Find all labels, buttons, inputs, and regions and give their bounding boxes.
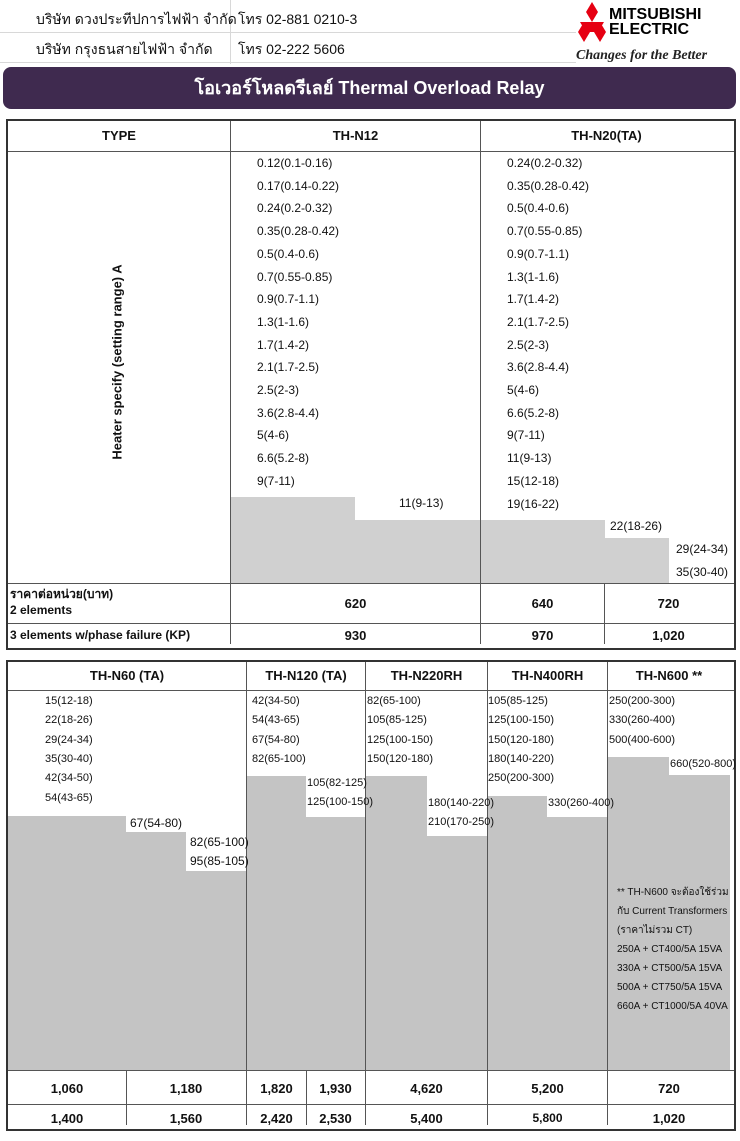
brand-tagline: Changes for the Better — [576, 48, 708, 63]
th-n20-range-item: 0.5(0.4-0.6) — [507, 201, 570, 216]
th-n20-range-item: 15(12-18) — [507, 473, 560, 488]
th-n20-range-item: 2.5(2-3) — [507, 337, 550, 352]
shade-region — [427, 836, 487, 1070]
th-n600-note-line: 250A + CT400/5A 15VA — [617, 944, 723, 955]
th-n12-range-item: 0.7(0.55-0.85) — [257, 269, 333, 284]
th-n220-extra-1: 180(140-220) — [428, 797, 495, 809]
th-n12-range-item: 0.5(0.4-0.6) — [257, 246, 320, 261]
th-n60-header: TH-N60 (TA) — [89, 668, 165, 683]
shade-region — [488, 796, 547, 1070]
th-n220-price-3e: 5,400 — [410, 1111, 443, 1126]
th-n12-range-item: 3.6(2.8-4.4) — [257, 405, 320, 420]
th-n120-header: TH-N120 (TA) — [265, 668, 347, 683]
th-n12-range-item: 6.6(5.2-8) — [257, 451, 310, 466]
th-n60-extra-3: 95(85-105) — [190, 854, 249, 868]
th-n60-range-item: 42(34-50) — [45, 772, 93, 785]
th-n600-range-item: 250(200-300) — [609, 695, 676, 707]
three-diamonds-icon — [576, 2, 608, 44]
price-label: ราคาต่อหน่วย(บาท) — [10, 587, 114, 601]
th-n20-range-item: 0.9(0.7-1.1) — [507, 246, 570, 261]
th-n120-range-item: 67(54-80) — [252, 733, 300, 746]
th-n12-range-item: 1.7(1.4-2) — [257, 337, 310, 352]
th-n600-price-2e: 720 — [658, 1081, 680, 1096]
th-n60-range-item: 54(43-65) — [45, 791, 93, 804]
th-n400-range-item: 125(100-150) — [488, 714, 555, 727]
th-n20-range-item: 9(7-11) — [507, 428, 545, 443]
th-n20-range-item: 2.1(1.7-2.5) — [507, 314, 570, 329]
th-n20-extra-range-3: 35(30-40) — [676, 565, 729, 579]
th-n60-extra-2: 82(65-100) — [190, 835, 249, 849]
company-name-2: บริษัท กรุงธนสายไฟฟ้า จำกัด — [36, 41, 213, 57]
th-n20-range-item: 1.3(1-1.6) — [507, 269, 560, 284]
th-n120-price-2e-b: 1,930 — [319, 1081, 352, 1096]
th-n20-range-item: 6.6(5.2-8) — [507, 405, 560, 420]
th-n600-note-line: กับ Current Transformers — [617, 906, 728, 917]
th-n12-range-item: 0.9(0.7-1.1) — [257, 292, 320, 307]
th-n120-range-item: 82(65-100) — [252, 752, 306, 765]
th-n600-header: TH-N600 ** — [635, 668, 703, 683]
th-n400-range-item: 250(200-300) — [488, 772, 555, 785]
shade-region — [355, 520, 481, 583]
th-n220-header: TH-N220RH — [390, 668, 463, 683]
th-n20-range-item: 0.35(0.28-0.42) — [507, 178, 590, 193]
th-n600-extra-1: 660(520-800) — [670, 758, 737, 770]
th-n20-price-2e-b: 720 — [657, 596, 680, 611]
th-n20-range-item: 1.7(1.4-2) — [507, 292, 560, 307]
shade-region — [547, 817, 607, 1070]
th-n220-price-2e: 4,620 — [410, 1081, 443, 1096]
th-n60-range-item: 15(12-18) — [45, 695, 93, 707]
row-divider — [8, 1070, 734, 1071]
row-divider — [8, 583, 734, 584]
th-n400-extra-1: 330(260-400) — [548, 797, 615, 809]
th-n12-range-item: 2.5(2-3) — [257, 383, 300, 397]
shade-region — [366, 776, 427, 1070]
th-n12-range-item: 0.12(0.1-0.16) — [257, 156, 333, 170]
shade-region — [126, 832, 186, 1070]
brand-line-2: ELECTRIC — [609, 21, 689, 38]
th-n20-extra-range-1: 22(18-26) — [610, 519, 663, 533]
th-n20-extra-range-2: 29(24-34) — [676, 542, 729, 556]
th-n20-range-item: 5(4-6) — [507, 383, 540, 397]
th-n600-price-3e: 1,020 — [652, 1111, 686, 1126]
type-header: TYPE — [102, 128, 136, 143]
th-n12-header: TH-N12 — [332, 128, 379, 143]
row-divider — [8, 1104, 734, 1105]
th-n20-range-item: 19(16-22) — [507, 496, 560, 511]
th-n600-note-line: ** TH-N600 จะต้องใช้ร่วม — [617, 887, 729, 898]
two-elements-label: 2 elements — [10, 603, 73, 617]
th-n400-price-3e: 5,800 — [532, 1111, 563, 1125]
brand-line-1: MITSUBISHI — [609, 6, 702, 23]
col-divider — [230, 121, 231, 644]
shade-region — [247, 776, 306, 1070]
col-divider — [480, 121, 481, 644]
th-n12-range-item: 0.24(0.2-0.32) — [257, 201, 333, 216]
th-n400-header: TH-N400RH — [511, 668, 584, 683]
th-n600-note-line: (ราคาไม่รวม CT) — [617, 925, 693, 936]
th-n120-range-item: 42(34-50) — [252, 695, 300, 707]
grid-line — [0, 32, 576, 33]
th-n120-price-3e-a: 2,420 — [260, 1111, 293, 1126]
col-divider — [365, 662, 366, 1125]
heater-specify-label: Heater specify (setting range) A — [109, 264, 125, 460]
th-n20-price-3e-a: 970 — [531, 628, 554, 643]
th-n12-range-item: 0.17(0.14-0.22) — [257, 178, 340, 193]
shade-region — [231, 497, 355, 583]
th-n120-price-3e-b: 2,530 — [319, 1111, 352, 1126]
th-n220-range-item: 105(85-125) — [367, 714, 427, 727]
row-divider — [8, 623, 734, 624]
th-n20-range-item: 0.24(0.2-0.32) — [507, 156, 583, 170]
th-n600-range-item: 500(400-600) — [609, 733, 676, 746]
th-n12-range-item: 9(7-11) — [257, 473, 295, 488]
th-n20-price-2e-a: 640 — [531, 596, 554, 611]
th-n12-range-item: 2.1(1.7-2.5) — [257, 360, 320, 375]
th-n400-range-item: 150(120-180) — [488, 733, 555, 746]
col-divider — [607, 662, 608, 1125]
th-n60-price-3e-a: 1,400 — [50, 1111, 84, 1126]
th-n60-price-3e-b: 1,560 — [169, 1111, 203, 1126]
th-n20-range-item: 3.6(2.8-4.4) — [507, 360, 570, 375]
company-phone-1: โทร 02-881 0210-3 — [238, 11, 358, 27]
th-n20-range-item: 11(9-13) — [507, 451, 552, 466]
shade-region — [306, 817, 365, 1070]
th-n60-range-item: 22(18-26) — [45, 714, 93, 727]
th-n220-extra-2: 210(170-250) — [428, 816, 495, 828]
shade-region — [605, 538, 669, 583]
th-n120-extra-2: 125(100-150) — [307, 796, 374, 808]
th-n60-range-item: 35(30-40) — [45, 752, 93, 765]
th-n120-extra-1: 105(82-125) — [307, 777, 367, 789]
th-n20-range-item: 0.7(0.55-0.85) — [507, 224, 583, 239]
th-n12-range-item: 1.3(1-1.6) — [257, 314, 310, 329]
th-n12-price-2e: 620 — [344, 596, 367, 611]
th-n20-header: TH-N20(TA) — [571, 128, 642, 143]
mitsubishi-logo — [576, 2, 740, 66]
th-n12-range-item: 5(4-6) — [257, 428, 290, 443]
th-n120-range-item: 54(43-65) — [252, 714, 300, 727]
grid-line — [0, 62, 576, 63]
th-n20-price-3e-b: 1,020 — [652, 628, 685, 643]
th-n60-price-2e-a: 1,060 — [50, 1081, 84, 1096]
shade-region — [186, 871, 246, 1070]
th-n12-price-3e: 930 — [344, 628, 367, 643]
th-n12-range-item: 0.35(0.28-0.42) — [257, 224, 340, 239]
company-phone-2: โทร 02-222 5606 — [238, 41, 345, 57]
th-n600-note-line: 500A + CT750/5A 15VA — [617, 982, 723, 993]
company-name-1: บริษัท ดวงประทีปการไฟฟ้า จำกัด — [36, 11, 237, 27]
th-n12-extra-range: 11(9-13) — [399, 496, 444, 510]
th-n60-range-item: 29(24-34) — [45, 733, 93, 746]
th-n400-range-item: 105(85-125) — [488, 695, 548, 707]
th-n400-price-2e: 5,200 — [531, 1081, 564, 1096]
shade-region — [8, 816, 126, 1070]
col-divider — [487, 662, 488, 1125]
th-n220-range-item: 125(100-150) — [367, 733, 434, 746]
th-n60-extra-1: 67(54-80) — [130, 816, 183, 830]
page-title-banner: โอเวอร์โหลดรีเลย์ Thermal Overload Relay — [3, 67, 736, 109]
th-n600-note-line: 660A + CT1000/5A 40VA — [617, 1001, 728, 1012]
th-n60-price-2e-b: 1,180 — [169, 1081, 203, 1096]
th-n220-range-item: 150(120-180) — [367, 752, 434, 765]
th-n600-range-item: 330(260-400) — [609, 714, 676, 727]
row-divider — [8, 151, 734, 152]
th-n120-price-2e-a: 1,820 — [260, 1081, 293, 1096]
th-n220-range-item: 82(65-100) — [367, 695, 421, 707]
col-divider — [246, 662, 247, 1125]
three-elements-label: 3 elements w/phase failure (KP) — [10, 628, 191, 642]
th-n400-range-item: 180(140-220) — [488, 752, 555, 765]
th-n600-note-line: 330A + CT500/5A 15VA — [617, 963, 723, 974]
row-divider — [8, 690, 734, 691]
shade-region — [481, 520, 605, 583]
